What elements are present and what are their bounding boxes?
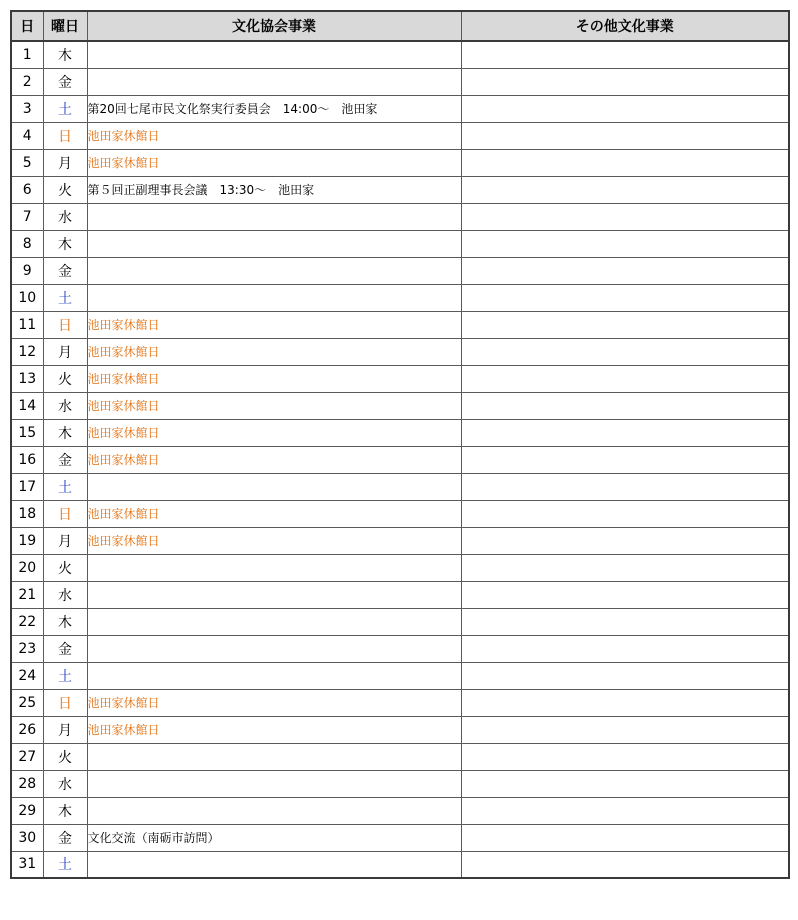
table-row — [11, 554, 789, 581]
other-event-cell — [461, 446, 789, 473]
day-cell: 5 — [11, 149, 43, 176]
other-event-cell — [461, 473, 789, 500]
other-event-cell — [461, 203, 789, 230]
weekday-cell: 火 — [43, 743, 87, 770]
table-row — [11, 122, 789, 149]
bunka-event-cell — [87, 662, 461, 689]
bunka-event-cell: 池田家休館日 — [87, 338, 461, 365]
other-event-cell — [461, 608, 789, 635]
table-row — [11, 446, 789, 473]
other-event-cell — [461, 824, 789, 851]
table-row — [11, 770, 789, 797]
header-other-events: その他文化事業 — [461, 11, 789, 41]
other-event-cell — [461, 743, 789, 770]
table-row — [11, 230, 789, 257]
day-cell: 27 — [11, 743, 43, 770]
table-row — [11, 419, 789, 446]
day-cell: 12 — [11, 338, 43, 365]
other-event-cell — [461, 95, 789, 122]
table-row — [11, 338, 789, 365]
day-cell: 28 — [11, 770, 43, 797]
day-cell: 14 — [11, 392, 43, 419]
other-event-cell — [461, 41, 789, 68]
table-row — [11, 635, 789, 662]
day-cell: 13 — [11, 365, 43, 392]
other-event-cell — [461, 365, 789, 392]
weekday-cell: 月 — [43, 716, 87, 743]
day-cell: 1 — [11, 41, 43, 68]
table-row — [11, 257, 789, 284]
table-row — [11, 689, 789, 716]
day-cell: 21 — [11, 581, 43, 608]
other-event-cell — [461, 230, 789, 257]
schedule-table — [10, 10, 790, 879]
other-event-cell — [461, 662, 789, 689]
header-bunka-events: 文化協会事業 — [87, 11, 461, 41]
bunka-event-cell — [87, 851, 461, 878]
other-event-cell — [461, 419, 789, 446]
other-event-cell — [461, 527, 789, 554]
header-row — [11, 11, 789, 41]
day-cell: 4 — [11, 122, 43, 149]
other-event-cell — [461, 392, 789, 419]
table-row — [11, 500, 789, 527]
bunka-event-cell: 池田家休館日 — [87, 446, 461, 473]
bunka-event-cell: 池田家休館日 — [87, 689, 461, 716]
bunka-event-cell: 池田家休館日 — [87, 311, 461, 338]
day-cell: 10 — [11, 284, 43, 311]
table-row — [11, 365, 789, 392]
day-cell: 7 — [11, 203, 43, 230]
other-event-cell — [461, 284, 789, 311]
bunka-event-cell — [87, 473, 461, 500]
weekday-cell: 金 — [43, 257, 87, 284]
weekday-cell: 火 — [43, 365, 87, 392]
bunka-event-cell: 第20回七尾市民文化祭実行委員会 14:00～ 池田家 — [87, 95, 461, 122]
weekday-cell: 火 — [43, 554, 87, 581]
bunka-event-cell: 池田家休館日 — [87, 122, 461, 149]
day-cell: 29 — [11, 797, 43, 824]
day-cell: 24 — [11, 662, 43, 689]
weekday-cell: 月 — [43, 338, 87, 365]
day-cell: 8 — [11, 230, 43, 257]
weekday-cell: 金 — [43, 68, 87, 95]
weekday-cell: 木 — [43, 797, 87, 824]
bunka-event-cell: 池田家休館日 — [87, 716, 461, 743]
other-event-cell — [461, 716, 789, 743]
day-cell: 6 — [11, 176, 43, 203]
weekday-cell: 水 — [43, 392, 87, 419]
weekday-cell: 水 — [43, 203, 87, 230]
bunka-event-cell: 第５回正副理事長会議 13:30～ 池田家 — [87, 176, 461, 203]
weekday-cell: 水 — [43, 581, 87, 608]
other-event-cell — [461, 635, 789, 662]
weekday-cell: 木 — [43, 41, 87, 68]
table-row — [11, 581, 789, 608]
other-event-cell — [461, 554, 789, 581]
table-row — [11, 392, 789, 419]
weekday-cell: 日 — [43, 689, 87, 716]
bunka-event-cell — [87, 743, 461, 770]
bunka-event-cell: 池田家休館日 — [87, 149, 461, 176]
bunka-event-cell: 池田家休館日 — [87, 419, 461, 446]
day-cell: 9 — [11, 257, 43, 284]
weekday-cell: 金 — [43, 446, 87, 473]
table-row — [11, 662, 789, 689]
day-cell: 2 — [11, 68, 43, 95]
bunka-event-cell — [87, 68, 461, 95]
table-row — [11, 851, 789, 878]
bunka-event-cell: 池田家休館日 — [87, 500, 461, 527]
day-cell: 11 — [11, 311, 43, 338]
bunka-event-cell — [87, 230, 461, 257]
weekday-cell: 日 — [43, 311, 87, 338]
table-row — [11, 149, 789, 176]
day-cell: 16 — [11, 446, 43, 473]
table-row — [11, 176, 789, 203]
bunka-event-cell: 池田家休館日 — [87, 365, 461, 392]
table-row — [11, 824, 789, 851]
day-cell: 15 — [11, 419, 43, 446]
other-event-cell — [461, 500, 789, 527]
weekday-cell: 水 — [43, 770, 87, 797]
table-row — [11, 797, 789, 824]
day-cell: 30 — [11, 824, 43, 851]
other-event-cell — [461, 149, 789, 176]
bunka-event-cell — [87, 554, 461, 581]
day-cell: 20 — [11, 554, 43, 581]
weekday-cell: 土 — [43, 851, 87, 878]
other-event-cell — [461, 311, 789, 338]
other-event-cell — [461, 338, 789, 365]
bunka-event-cell — [87, 770, 461, 797]
day-cell: 19 — [11, 527, 43, 554]
bunka-event-cell — [87, 635, 461, 662]
weekday-cell: 木 — [43, 419, 87, 446]
weekday-cell: 土 — [43, 95, 87, 122]
day-cell: 25 — [11, 689, 43, 716]
weekday-cell: 金 — [43, 635, 87, 662]
bunka-event-cell: 池田家休館日 — [87, 527, 461, 554]
other-event-cell — [461, 257, 789, 284]
other-event-cell — [461, 797, 789, 824]
table-row — [11, 608, 789, 635]
other-event-cell — [461, 68, 789, 95]
other-event-cell — [461, 581, 789, 608]
table-row — [11, 473, 789, 500]
table-row — [11, 743, 789, 770]
weekday-cell: 土 — [43, 473, 87, 500]
bunka-event-cell — [87, 581, 461, 608]
bunka-event-cell: 池田家休館日 — [87, 392, 461, 419]
weekday-cell: 火 — [43, 176, 87, 203]
header-day: 日 — [11, 11, 43, 41]
other-event-cell — [461, 176, 789, 203]
bunka-event-cell — [87, 257, 461, 284]
table-row — [11, 203, 789, 230]
bunka-event-cell — [87, 608, 461, 635]
bunka-event-cell — [87, 797, 461, 824]
other-event-cell — [461, 122, 789, 149]
bunka-event-cell — [87, 203, 461, 230]
day-cell: 18 — [11, 500, 43, 527]
table-row — [11, 311, 789, 338]
day-cell: 17 — [11, 473, 43, 500]
bunka-event-cell: 文化交流（南砺市訪問） — [87, 824, 461, 851]
table-row — [11, 95, 789, 122]
bunka-event-cell — [87, 284, 461, 311]
other-event-cell — [461, 689, 789, 716]
table-row — [11, 716, 789, 743]
bunka-event-cell — [87, 41, 461, 68]
weekday-cell: 土 — [43, 662, 87, 689]
day-cell: 22 — [11, 608, 43, 635]
table-row — [11, 41, 789, 68]
weekday-cell: 月 — [43, 527, 87, 554]
weekday-cell: 木 — [43, 230, 87, 257]
table-row — [11, 284, 789, 311]
header-weekday: 曜日 — [43, 11, 87, 41]
weekday-cell: 月 — [43, 149, 87, 176]
other-event-cell — [461, 851, 789, 878]
table-row — [11, 527, 789, 554]
schedule-body — [11, 41, 789, 878]
day-cell: 3 — [11, 95, 43, 122]
weekday-cell: 金 — [43, 824, 87, 851]
table-row — [11, 68, 789, 95]
day-cell: 31 — [11, 851, 43, 878]
weekday-cell: 木 — [43, 608, 87, 635]
weekday-cell: 土 — [43, 284, 87, 311]
day-cell: 23 — [11, 635, 43, 662]
weekday-cell: 日 — [43, 122, 87, 149]
weekday-cell: 日 — [43, 500, 87, 527]
day-cell: 26 — [11, 716, 43, 743]
other-event-cell — [461, 770, 789, 797]
